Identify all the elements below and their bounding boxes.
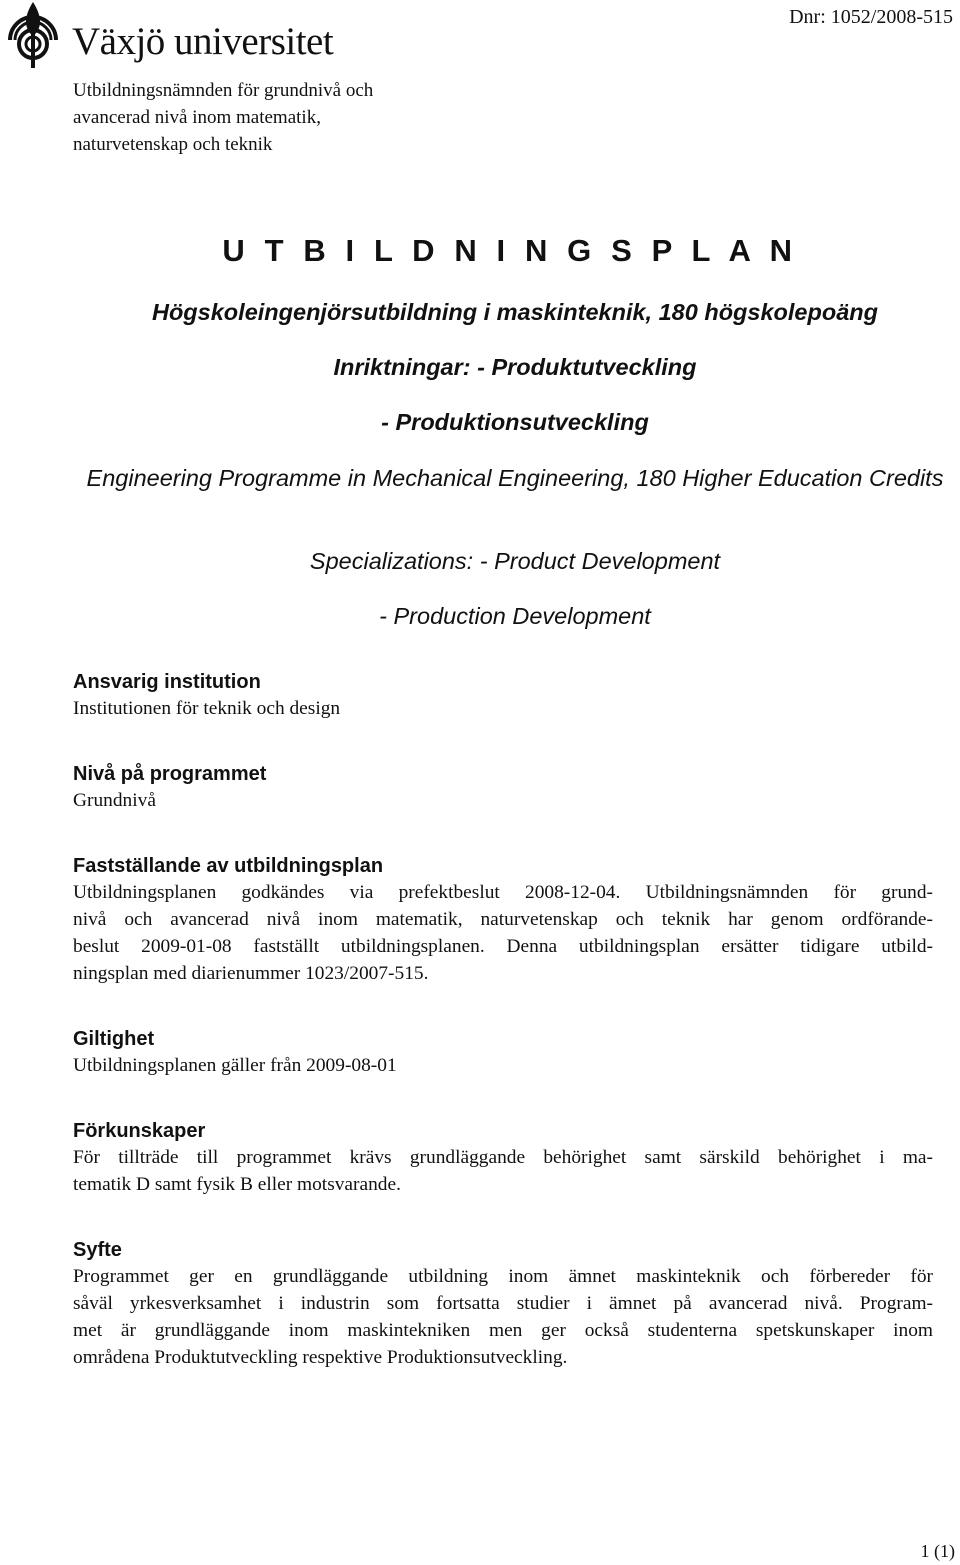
section-body	[73, 879, 933, 987]
committee-line: Utbildningsnämnden för grundnivå och	[73, 80, 374, 101]
section-heading: Ansvarig institution	[73, 671, 261, 693]
section-heading: Nivå på programmet	[73, 763, 267, 785]
section-purpose	[73, 1237, 933, 1371]
section-body	[73, 695, 933, 722]
section-heading: Förkunskaper	[73, 1120, 206, 1142]
document-title: U T B I L D N I N G S P L A N	[222, 233, 798, 268]
university-logo-icon	[4, 0, 62, 70]
body-line: Grundnivå	[73, 790, 156, 811]
body-line: För tillträde till programmet krävs grundläggande behörighet samt särskild behörighet i ma-	[73, 1147, 933, 1168]
section-heading: Fastställande av utbildningsplan	[73, 855, 384, 877]
section-body	[73, 1263, 933, 1371]
body-line: Utbildningsplanen gäller från 2009-08-01	[73, 1055, 397, 1076]
body-line: såväl yrkesverksamhet i industrin som fortsatta studier i ämnet på avancerad nivå. Program-	[73, 1293, 933, 1314]
section-validity	[73, 1026, 933, 1079]
body-line: Programmet ger en grundläggande utbildning inom ämnet maskinteknik och förbereder för	[73, 1266, 933, 1287]
section-adoption	[73, 853, 933, 987]
programme-name-sv: Högskoleingenjörsutbildning i maskinteknik, 180 högskolepoäng	[151, 299, 878, 325]
body-line: Institutionen för teknik och design	[73, 698, 341, 719]
section-heading: Giltighet	[73, 1028, 155, 1050]
section-body	[73, 787, 933, 814]
body-line: områdena Produktutveckling respektive Produktionsutveckling.	[73, 1347, 568, 1368]
section-body	[73, 1144, 933, 1198]
body-line: tematik D samt fysik B eller motsvarande.	[73, 1174, 401, 1195]
section-programme-level	[73, 761, 933, 814]
committee-line: naturvetenskap och teknik	[73, 134, 273, 155]
body-line: Utbildningsplanen godkändes via prefektbeslut 2008-12-04. Utbildningsnämnden för grund-	[73, 882, 933, 903]
specialization-en-2: - Production Development	[379, 603, 651, 629]
body-line: met är grundläggande inom maskintekniken men ger också studenterna spetskunskaper inom	[73, 1320, 933, 1341]
specialization-sv-2: - Produktionsutveckling	[381, 409, 649, 435]
committee-line: avancerad nivå inom matematik,	[73, 107, 321, 128]
body-line: ningsplan med diarienummer 1023/2007-515.	[73, 963, 429, 984]
specialization-sv-1: Inriktningar: - Produktutveckling	[333, 354, 697, 380]
university-name: Växjö universitet	[72, 20, 334, 63]
body-line: nivå och avancerad nivå inom matematik, naturvetenskap och teknik har genom ordförande-	[73, 909, 933, 930]
page-number: 1 (1)	[920, 1541, 955, 1561]
section-body	[73, 1052, 933, 1079]
programme-name-en: Engineering Programme in Mechanical Engineering, 180 Higher Education Credits	[86, 465, 944, 491]
document-registration-number: Dnr: 1052/2008-515	[789, 6, 953, 28]
body-line: beslut 2009-01-08 fastställt utbildningsplanen. Denna utbildningsplan ersätter tidigare utbild-	[73, 936, 933, 957]
committee-name	[73, 77, 373, 158]
specialization-en-1: Specializations: - Product Development	[309, 548, 721, 574]
section-prerequisites	[73, 1118, 933, 1198]
section-heading: Syfte	[73, 1239, 122, 1261]
section-responsible-department	[73, 669, 933, 722]
